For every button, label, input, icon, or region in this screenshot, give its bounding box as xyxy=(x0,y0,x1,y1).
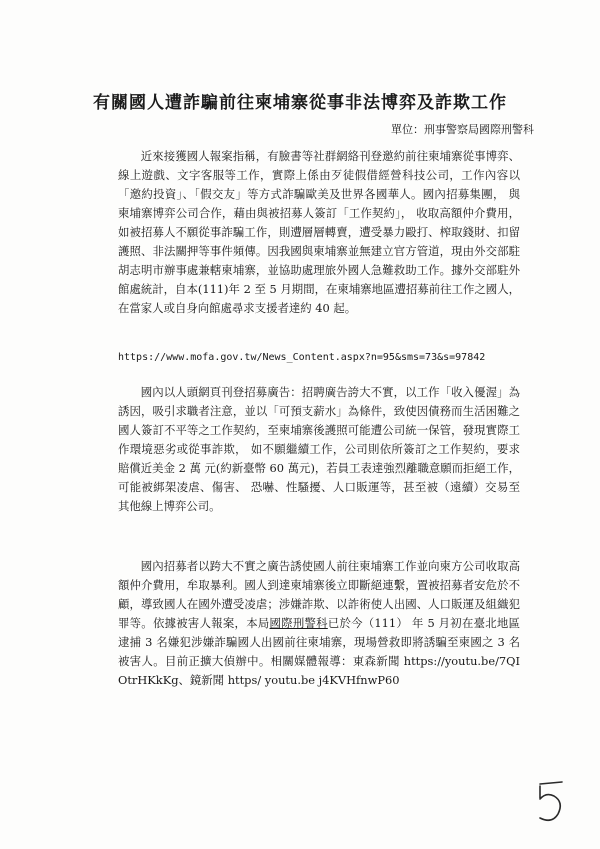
paragraph-3-end: 已於今（111） 年 5 月初在臺北地區逮捕 3 名嫌犯涉嫌詐騙國人出國前往柬埔寨，現場營救即將誘騙至柬國之 3 名被害人。目前正擴大偵辦中。相關媒體報導：東森新聞 https://youtu.be/7QIOtrHKkKg、鏡新聞 https/ youtu.be j4KVHfnwP60 xyxy=(118,616,520,687)
underlined-unit-name: 國際刑警科 xyxy=(269,616,328,630)
paragraph-3-start: 國內招募者以跨大不實之廣告誘使國人前往柬埔寨工作並向柬方公司收取高額仲介費用，牟取暴利。國人到達柬埔寨後立即斷絕連繫，置被招募者安危於不顧，導致國人在國外遭受凌虐；涉嫌詐欺、以詐術使人出國、人口販運及組織犯罪等。依據被害人報案，本局 xyxy=(118,559,520,630)
issuing-unit: 單位：刑事警察局國際刑警科 xyxy=(391,123,534,136)
reference-url: https://www.mofa.gov.tw/News_Content.aspx?n=95&sms=73&s=97842 xyxy=(118,352,486,363)
paragraph-2: 國內以人頭網頁刊登招募廣告：招聘廣告誇大不實，以工作「收入優渥」為誘因，吸引求職者注意，並以「可預支薪水」為條件，致使因債務而生活困難之國人簽訂不平等之工作契約，至柬埔寨後護照可能遭公司統一保管，發現實際工作環境惡劣或從事詐欺， 如不願繼續工作，公司則依所簽訂之工作契約，要求賠償近美金 2 萬 元(約新臺幣 60 萬元)，若員工表達強烈離職意願而拒絕工作，可能被綁架凌虐、傷害、 恐嚇、性騷擾、人口販運等，甚至被（遠續）交易至其他線上博弈公司。 xyxy=(118,385,520,513)
document-title: 有關國人遭詐騙前往柬埔寨從事非法博弈及詐欺工作 xyxy=(93,93,507,113)
handwritten-page-number xyxy=(530,778,570,826)
paragraph-1: 近來接獲國人報案指稱，有臉書等社群網絡刊登邀約前往柬埔寨從事博弈、線上遊戲、文字客服等工作，實際上係由歹徒假借經營科技公司，工作內容以「邀約投資」、「假交友」等方式詐騙歐美及世界各國華人。國內招募集團， 與柬埔寨博弈公司合作，藉由與被招募人簽訂「工作契約」， 收取高額仲介費用，如被招募人不願從事詐騙工作，則遭層層轉賣，遭受暴力毆打、榨取錢財、扣留護照、非法關押等事件頻傳。因我國與柬埔寨並無建立官方管道，現由外交部駐胡志明市辦事處兼轄柬埔寨，並協助處理旅外國人急難救助工作。據外交部駐外館處統計，自本(111)年 2 至 5 月期間，在柬埔寨地區遭招募前往工作之國人，在當家人或自身向館處尋求支援者達約 40 起。 xyxy=(118,149,520,315)
paragraph-3 xyxy=(118,557,520,690)
